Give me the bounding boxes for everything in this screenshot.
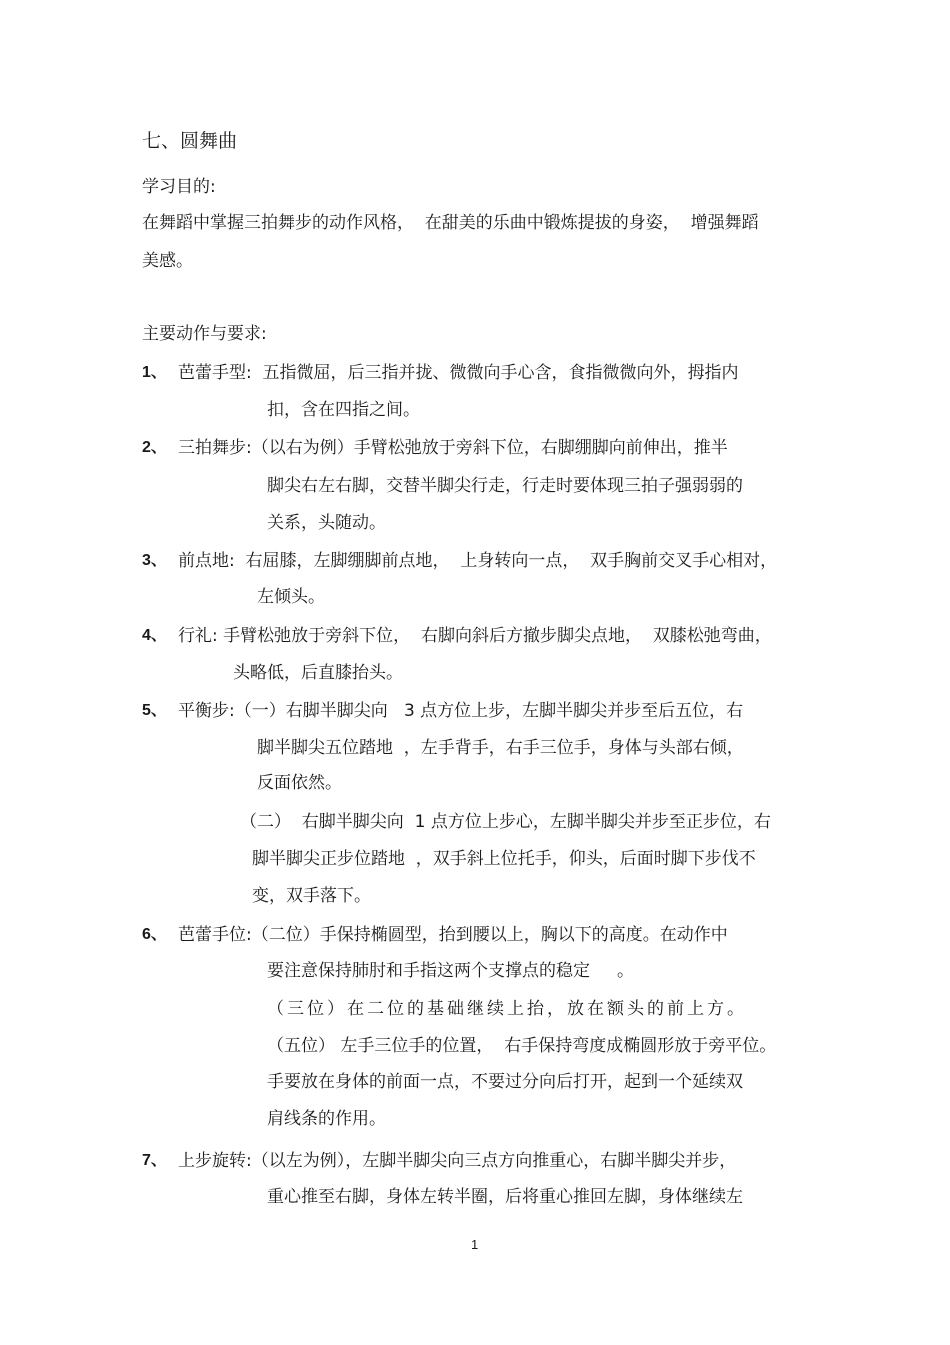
item-line: （二） 右脚半脚尖向 1 点方位上步心，左脚半脚尖并步至正步位，右 xyxy=(240,812,771,832)
item-line: 脚半脚尖五位踏地 ，左手背手，右手三位手，身体与头部右倾， xyxy=(257,738,744,758)
item-line: 前点地: 右屈膝，左脚绷脚前点地， 上身转向一点， 双手胸前交叉手心相对， xyxy=(178,551,778,571)
item-line: 反面依然。 xyxy=(257,773,342,793)
item-line: 重心推至右脚，身体左转半圈，后将重心推回左脚，身体继续左 xyxy=(267,1187,743,1207)
item-line: 行礼: 手臂松弛放于旁斜下位， 右脚向斜后方撤步脚尖点地， 双膝松弛弯曲， xyxy=(178,626,772,646)
item-line: 变，双手落下。 xyxy=(252,886,371,906)
item-number: 4、 xyxy=(142,627,167,644)
section-title: 七、圆舞曲 xyxy=(142,130,238,152)
main-heading: 主要动作与要求: xyxy=(142,324,267,344)
item-line: 扣，含在四指之间。 xyxy=(267,400,420,420)
item-number: 5、 xyxy=(142,702,167,719)
item-line: （五位） 左手三位手的位置， 右手保持弯度成椭圆形放于旁平位。 xyxy=(267,1036,777,1056)
item-number: 3、 xyxy=(142,552,167,569)
item-line: 肩线条的作用。 xyxy=(267,1109,386,1129)
item-line: 要注意保持肺肘和手指这两个支撑点的稳定 。 xyxy=(267,961,635,981)
item-line: 上步旋转:（以左为例），左脚半脚尖向三点方向推重心，右脚半脚尖并步， xyxy=(178,1151,737,1171)
item-number: 2、 xyxy=(142,439,167,456)
item-line: 芭蕾手位:（二位）手保持椭圆型，抬到腰以上，胸以下的高度。在动作中 xyxy=(178,925,728,945)
item-line: 脚半脚尖正步位踏地 ，双手斜上位托手，仰头，后面时脚下步伐不 xyxy=(252,849,756,869)
item-line: 平衡步:（一）右脚半脚尖向 3 点方位上步，左脚半脚尖并步至后五位，右 xyxy=(178,701,744,721)
page-number: 1 xyxy=(471,1237,479,1252)
item-line: 头略低，后直膝抬头。 xyxy=(233,663,403,683)
item-number: 7、 xyxy=(142,1152,167,1169)
item-number: 6、 xyxy=(142,926,167,943)
item-line: 脚尖右左右脚，交替半脚尖行走，行走时要体现三拍子强弱弱的 xyxy=(267,476,743,496)
item-line: 芭蕾手型: 五指微屈，后三指并拢、微微向手心含，食指微微向外，拇指内 xyxy=(178,363,739,383)
purpose-line-2: 美感。 xyxy=(142,251,193,271)
item-line: （三位）在二位的基础继续上抬，放在额头的前上方。 xyxy=(267,999,747,1019)
item-line: 左倾头。 xyxy=(257,587,325,607)
item-line: 手要放在身体的前面一点，不要过分向后打开，起到一个延续双 xyxy=(267,1072,743,1092)
purpose-line-1: 在舞蹈中掌握三拍舞步的动作风格， 在甜美的乐曲中锻炼提拔的身姿， 增强舞蹈 xyxy=(142,213,759,233)
item-line: 关系，头随动。 xyxy=(267,513,386,533)
item-line: 三拍舞步:（以右为例）手臂松弛放于旁斜下位，右脚绷脚向前伸出，推半 xyxy=(178,438,728,458)
item-number: 1、 xyxy=(142,364,167,381)
purpose-heading: 学习目的: xyxy=(142,177,216,197)
